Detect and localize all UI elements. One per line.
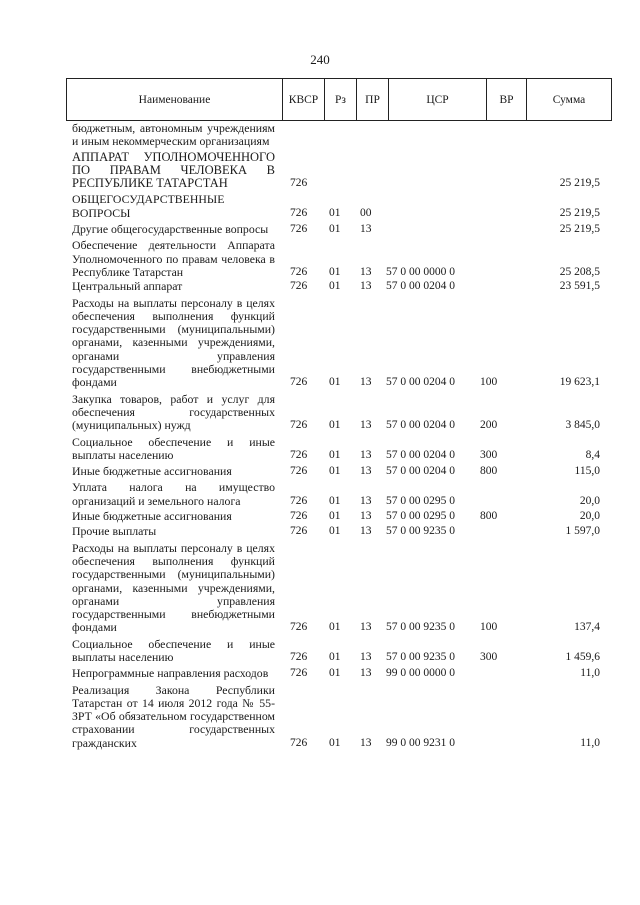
- row-kvsr: 726: [290, 280, 308, 293]
- row-rz: 01: [329, 525, 341, 538]
- row-sum: 25 208,5: [559, 265, 600, 278]
- row-pr: 13: [360, 465, 372, 478]
- table-row: [72, 151, 612, 191]
- row-sum: 1 459,6: [565, 650, 600, 663]
- row-sum: 11,0: [580, 667, 600, 680]
- row-pr: 13: [360, 525, 372, 538]
- row-rz: 01: [329, 419, 341, 432]
- row-pr: 13: [360, 621, 372, 634]
- row-kvsr: 726: [290, 265, 308, 278]
- row-name: Социальное обеспечение и иные выплаты населению: [72, 434, 275, 462]
- row-csr: 57 0 00 0204 0: [386, 280, 455, 293]
- table-row: [72, 481, 612, 508]
- row-vr: 200: [480, 419, 498, 432]
- row-name: Непрограммные направления расходов: [72, 666, 269, 681]
- row-pr: 13: [360, 510, 372, 523]
- row-sum: 25 219,5: [559, 223, 600, 236]
- row-name: Расходы на выплаты персоналу в целях обеспечения выполнения функций государственными (муниципальными) органами, казенными учреждениями, органами управления государственными внебюджетными фондами: [72, 540, 275, 635]
- row-kvsr: 726: [290, 177, 308, 190]
- row-pr: 13: [360, 280, 372, 293]
- table-body: [72, 122, 612, 750]
- header-pr: ПР: [357, 79, 389, 121]
- row-csr: 57 0 00 0204 0: [386, 419, 455, 432]
- row-vr: 300: [480, 650, 498, 663]
- row-csr: 57 0 00 0000 0: [386, 265, 455, 278]
- row-rz: 01: [329, 223, 341, 236]
- row-rz: 01: [329, 465, 341, 478]
- table-row: [72, 436, 612, 463]
- row-pr: 13: [360, 376, 372, 389]
- row-sum: 1 597,0: [565, 525, 600, 538]
- page-number: 240: [310, 52, 330, 67]
- row-name: Уплата налога на имущество организаций и земельного налога: [72, 480, 275, 508]
- row-kvsr: 726: [290, 419, 308, 432]
- row-name: Прочие выплаты: [72, 524, 157, 539]
- row-sum: 25 219,5: [559, 177, 600, 190]
- row-sum: 20,0: [579, 510, 600, 523]
- table-row: [72, 297, 612, 390]
- row-name: Другие общегосударственные вопросы: [72, 222, 269, 237]
- table-row: [72, 510, 612, 523]
- row-name: Обеспечение деятельности Аппарата Уполномоченного по правам человека в Республике Татарстан: [72, 238, 275, 279]
- row-pr: 13: [360, 448, 372, 461]
- row-name: АППАРАТ УПОЛНОМОЧЕННОГО ПО ПРАВАМ ЧЕЛОВЕКА В РЕСПУБЛИКЕ ТАТАРСТАН: [72, 149, 275, 191]
- table-row: [72, 122, 612, 149]
- row-kvsr: 726: [290, 525, 308, 538]
- row-vr: 100: [480, 376, 498, 389]
- row-name: Иные бюджетные ассигнования: [72, 509, 232, 524]
- table-row: [72, 465, 612, 478]
- row-rz: 01: [329, 280, 341, 293]
- row-name: Иные бюджетные ассигнования: [72, 464, 232, 479]
- row-pr: 13: [360, 494, 372, 507]
- header-vr: ВР: [487, 79, 527, 121]
- row-pr: 13: [360, 419, 372, 432]
- row-sum: 23 591,5: [559, 280, 600, 293]
- row-kvsr: 726: [290, 510, 308, 523]
- row-kvsr: 726: [290, 736, 308, 749]
- row-rz: 01: [329, 667, 341, 680]
- row-rz: 01: [329, 206, 341, 219]
- row-rz: 01: [329, 494, 341, 507]
- row-rz: 01: [329, 736, 341, 749]
- row-vr: 300: [480, 448, 498, 461]
- table-row: [72, 684, 612, 750]
- row-kvsr: 726: [290, 448, 308, 461]
- header-name: Наименование: [67, 79, 283, 121]
- row-name: Центральный аппарат: [72, 279, 183, 294]
- row-csr: 99 0 00 0000 0: [386, 667, 455, 680]
- row-sum: 137,4: [574, 621, 600, 634]
- table-row: [72, 525, 612, 538]
- row-sum: 20,0: [579, 494, 600, 507]
- row-sum: 11,0: [580, 736, 600, 749]
- table-header: [66, 78, 612, 121]
- table-row: [72, 638, 612, 665]
- row-kvsr: 726: [290, 650, 308, 663]
- row-kvsr: 726: [290, 376, 308, 389]
- row-csr: 57 0 00 0204 0: [386, 465, 455, 478]
- row-name: Расходы на выплаты персоналу в целях обеспечения выполнения функций государственными (муниципальными) органами, казенными учреждениями, органами управления государственными внебюджетными фондами: [72, 295, 275, 390]
- row-kvsr: 726: [290, 223, 308, 236]
- row-csr: 57 0 00 0295 0: [386, 494, 455, 507]
- header-rz: Рз: [325, 79, 357, 121]
- table-row: [72, 193, 612, 220]
- table-row: [72, 239, 612, 279]
- row-csr: 57 0 00 0204 0: [386, 376, 455, 389]
- table-row: [72, 542, 612, 635]
- row-vr: 800: [480, 465, 498, 478]
- row-kvsr: 726: [290, 206, 308, 219]
- row-csr: 99 0 00 9231 0: [386, 736, 455, 749]
- row-rz: 01: [329, 621, 341, 634]
- row-sum: 19 623,1: [559, 376, 600, 389]
- row-pr: 13: [360, 650, 372, 663]
- row-vr: 800: [480, 510, 498, 523]
- row-kvsr: 726: [290, 465, 308, 478]
- header-csr: ЦСР: [389, 79, 487, 121]
- row-rz: 01: [329, 376, 341, 389]
- row-csr: 57 0 00 9235 0: [386, 650, 455, 663]
- row-kvsr: 726: [290, 494, 308, 507]
- row-name: бюджетным, автономным учреждениям и иным некоммерческим организациям: [72, 121, 275, 149]
- row-kvsr: 726: [290, 667, 308, 680]
- row-csr: 57 0 00 9235 0: [386, 621, 455, 634]
- row-vr: 100: [480, 621, 498, 634]
- row-name: Закупка товаров, работ и услуг для обеспечения государственных (муниципальных) нужд: [72, 391, 275, 433]
- row-pr: 13: [360, 223, 372, 236]
- row-sum: 115,0: [574, 465, 600, 478]
- row-pr: 00: [360, 206, 372, 219]
- row-rz: 01: [329, 448, 341, 461]
- row-csr: 57 0 00 0295 0: [386, 510, 455, 523]
- header-sum: Сумма: [527, 79, 612, 121]
- header-kvsr: КВСР: [283, 79, 325, 121]
- row-sum: 3 845,0: [565, 419, 600, 432]
- row-sum: 8,4: [585, 448, 600, 461]
- row-rz: 01: [329, 510, 341, 523]
- row-sum: 25 219,5: [559, 206, 600, 219]
- row-rz: 01: [329, 265, 341, 278]
- table-row: [72, 223, 612, 236]
- row-pr: 13: [360, 265, 372, 278]
- table-row: [72, 393, 612, 433]
- table-row: [72, 280, 612, 293]
- row-pr: 13: [360, 667, 372, 680]
- row-csr: 57 0 00 9235 0: [386, 525, 455, 538]
- row-rz: 01: [329, 650, 341, 663]
- row-kvsr: 726: [290, 621, 308, 634]
- row-name: Реализация Закона Республики Татарстан от 14 июля 2012 года № 55-ЗРТ «Об обязательном государственном страховании государственных гражданских: [72, 682, 275, 750]
- row-pr: 13: [360, 736, 372, 749]
- table-row: [72, 667, 612, 680]
- row-csr: 57 0 00 0204 0: [386, 448, 455, 461]
- row-name: Социальное обеспечение и иные выплаты населению: [72, 636, 275, 664]
- row-name: ОБЩЕГОСУДАРСТВЕННЫЕ ВОПРОСЫ: [72, 192, 225, 220]
